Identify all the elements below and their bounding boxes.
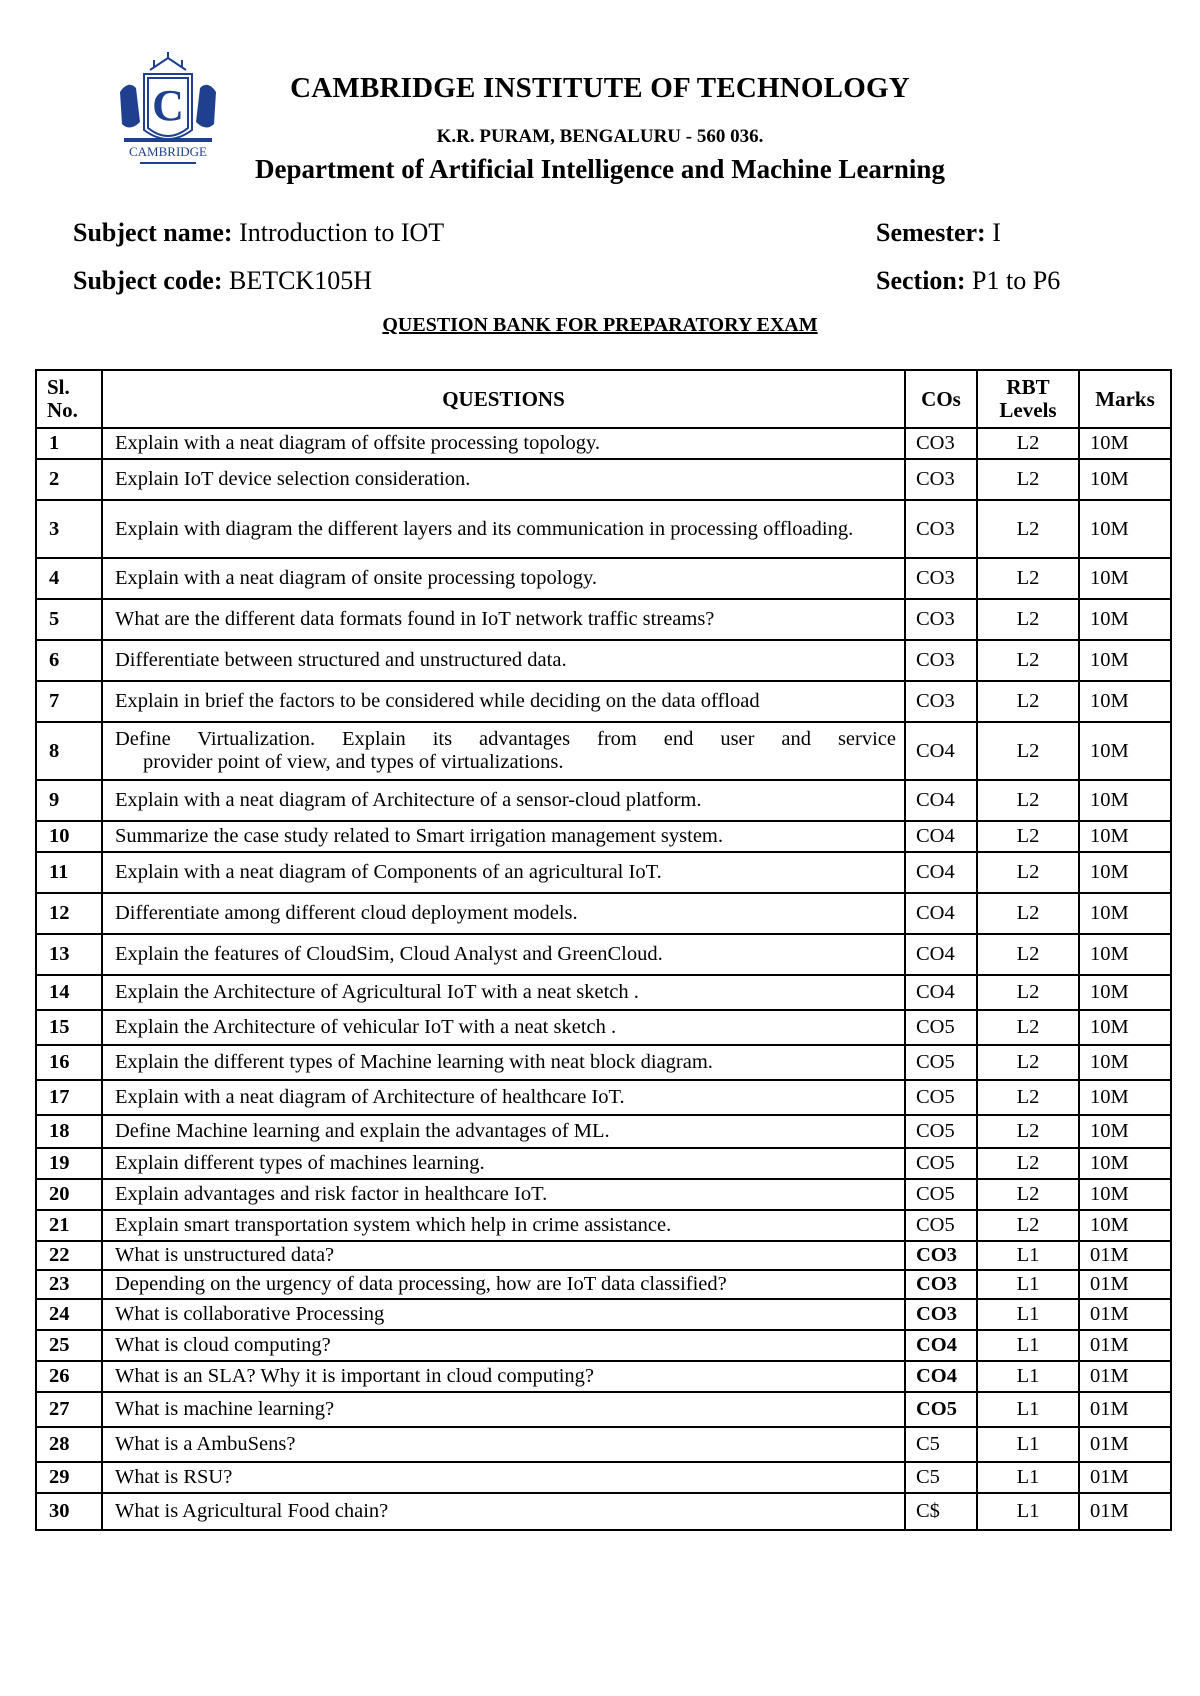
row-marks: 10M xyxy=(1079,1148,1171,1179)
row-question xyxy=(102,722,905,780)
row-sl-no: 10 xyxy=(36,821,102,852)
row-sl-no: 18 xyxy=(36,1115,102,1148)
subject-code-label: Subject code: xyxy=(73,266,223,295)
row-question-line-1: Define Virtualization. Explain its advantages from end user and service xyxy=(115,728,896,750)
row-marks: 10M xyxy=(1079,681,1171,722)
subject-name-value: Introduction to IOT xyxy=(239,218,445,247)
table-row xyxy=(36,934,1171,975)
table-body xyxy=(36,428,1171,1530)
table-row xyxy=(36,780,1171,821)
row-question: What is machine learning? xyxy=(102,1392,905,1427)
table-row xyxy=(36,852,1171,893)
row-marks: 10M xyxy=(1079,500,1171,558)
row-rbt-level: L2 xyxy=(977,459,1079,500)
row-rbt-level: L2 xyxy=(977,1115,1079,1148)
row-question: Explain with a neat diagram of Architecture of healthcare IoT. xyxy=(102,1080,905,1115)
row-sl-no: 30 xyxy=(36,1493,102,1530)
row-rbt-level: L2 xyxy=(977,934,1079,975)
row-sl-no: 25 xyxy=(36,1330,102,1361)
row-sl-no: 17 xyxy=(36,1080,102,1115)
institute-name: CAMBRIDGE INSTITUTE OF TECHNOLOGY xyxy=(290,72,910,104)
row-rbt-level: L1 xyxy=(977,1330,1079,1361)
section-label: Section: xyxy=(876,266,966,295)
row-sl-no: 14 xyxy=(36,975,102,1010)
row-marks: 10M xyxy=(1079,934,1171,975)
row-sl-no: 23 xyxy=(36,1270,102,1299)
table-row xyxy=(36,599,1171,640)
row-marks: 01M xyxy=(1079,1493,1171,1530)
row-question: Explain smart transportation system which help in crime assistance. xyxy=(102,1210,905,1241)
row-marks: 10M xyxy=(1079,852,1171,893)
row-rbt-level: L1 xyxy=(977,1462,1079,1493)
row-co: CO3 xyxy=(905,599,977,640)
row-rbt-level: L2 xyxy=(977,640,1079,681)
header-rbt: RBT Levels xyxy=(977,370,1079,428)
header-questions: QUESTIONS xyxy=(102,370,905,428)
table-row xyxy=(36,1210,1171,1241)
row-rbt-level: L1 xyxy=(977,1299,1079,1330)
row-sl-no: 28 xyxy=(36,1427,102,1462)
row-sl-no: 11 xyxy=(36,852,102,893)
row-question: Define Machine learning and explain the advantages of ML. xyxy=(102,1115,905,1148)
row-co: CO4 xyxy=(905,821,977,852)
table-row xyxy=(36,1361,1171,1392)
table-row xyxy=(36,1241,1171,1270)
table-row xyxy=(36,1392,1171,1427)
row-rbt-level: L2 xyxy=(977,1210,1079,1241)
row-co: CO3 xyxy=(905,1270,977,1299)
row-co: CO5 xyxy=(905,1392,977,1427)
row-co: CO4 xyxy=(905,1330,977,1361)
row-sl-no: 19 xyxy=(36,1148,102,1179)
row-question: Explain with a neat diagram of Architecture of a sensor-cloud platform. xyxy=(102,780,905,821)
row-rbt-level: L2 xyxy=(977,1080,1079,1115)
row-co: CO5 xyxy=(905,1045,977,1080)
row-rbt-level: L2 xyxy=(977,1045,1079,1080)
row-sl-no: 15 xyxy=(36,1010,102,1045)
row-sl-no: 6 xyxy=(36,640,102,681)
row-question: Differentiate among different cloud deployment models. xyxy=(102,893,905,934)
row-co: CO5 xyxy=(905,1115,977,1148)
row-co: CO3 xyxy=(905,1299,977,1330)
table-row xyxy=(36,1270,1171,1299)
row-rbt-level: L1 xyxy=(977,1392,1079,1427)
row-co: CO5 xyxy=(905,1010,977,1045)
row-marks: 10M xyxy=(1079,428,1171,459)
row-marks: 10M xyxy=(1079,640,1171,681)
table-row xyxy=(36,893,1171,934)
row-marks: 10M xyxy=(1079,1010,1171,1045)
row-question: What is Agricultural Food chain? xyxy=(102,1493,905,1530)
row-sl-no: 8 xyxy=(36,722,102,780)
row-co: CO3 xyxy=(905,1241,977,1270)
table-row xyxy=(36,1080,1171,1115)
header-marks: Marks xyxy=(1079,370,1171,428)
row-rbt-level: L2 xyxy=(977,821,1079,852)
row-rbt-level: L1 xyxy=(977,1493,1079,1530)
row-question: What is a AmbuSens? xyxy=(102,1427,905,1462)
table-row xyxy=(36,1179,1171,1210)
row-question: Depending on the urgency of data processing, how are IoT data classified? xyxy=(102,1270,905,1299)
table-header-row xyxy=(36,370,1171,428)
row-co: CO4 xyxy=(905,893,977,934)
row-marks: 10M xyxy=(1079,558,1171,599)
logo-wordmark: CAMBRIDGE xyxy=(128,144,208,159)
table-row xyxy=(36,428,1171,459)
semester-line xyxy=(876,218,1001,248)
institute-logo xyxy=(110,52,226,170)
row-question: Explain the Architecture of Agricultural IoT with a neat sketch . xyxy=(102,975,905,1010)
table-row xyxy=(36,459,1171,500)
row-question: Differentiate between structured and unstructured data. xyxy=(102,640,905,681)
row-marks: 01M xyxy=(1079,1299,1171,1330)
row-question: What is RSU? xyxy=(102,1462,905,1493)
row-marks: 10M xyxy=(1079,1080,1171,1115)
table-row xyxy=(36,500,1171,558)
row-question-line-2: provider point of view, and types of virtualizations. xyxy=(143,751,564,773)
row-rbt-level: L2 xyxy=(977,893,1079,934)
row-rbt-level: L2 xyxy=(977,428,1079,459)
row-rbt-level: L2 xyxy=(977,599,1079,640)
row-sl-no: 2 xyxy=(36,459,102,500)
table-row xyxy=(36,1330,1171,1361)
row-sl-no: 16 xyxy=(36,1045,102,1080)
row-sl-no: 4 xyxy=(36,558,102,599)
row-question: Explain advantages and risk factor in healthcare IoT. xyxy=(102,1179,905,1210)
table-row xyxy=(36,1462,1171,1493)
table-row xyxy=(36,722,1171,780)
institute-address: K.R. PURAM, BENGALURU - 560 036. xyxy=(436,126,764,147)
row-sl-no: 21 xyxy=(36,1210,102,1241)
row-rbt-level: L1 xyxy=(977,1270,1079,1299)
row-sl-no: 5 xyxy=(36,599,102,640)
row-rbt-level: L2 xyxy=(977,975,1079,1010)
row-marks: 01M xyxy=(1079,1427,1171,1462)
table-row xyxy=(36,1427,1171,1462)
row-marks: 10M xyxy=(1079,1179,1171,1210)
row-co: CO3 xyxy=(905,558,977,599)
row-rbt-level: L2 xyxy=(977,500,1079,558)
row-sl-no: 22 xyxy=(36,1241,102,1270)
row-marks: 01M xyxy=(1079,1270,1171,1299)
table-row xyxy=(36,975,1171,1010)
row-rbt-level: L2 xyxy=(977,1148,1079,1179)
row-question: What is cloud computing? xyxy=(102,1330,905,1361)
row-marks: 10M xyxy=(1079,722,1171,780)
table-row xyxy=(36,640,1171,681)
row-co: CO4 xyxy=(905,852,977,893)
row-co: CO4 xyxy=(905,780,977,821)
row-marks: 10M xyxy=(1079,1210,1171,1241)
row-question: Explain with a neat diagram of Components of an agricultural IoT. xyxy=(102,852,905,893)
semester-value: I xyxy=(992,218,1001,247)
row-marks: 01M xyxy=(1079,1392,1171,1427)
row-sl-no: 20 xyxy=(36,1179,102,1210)
subject-code-value: BETCK105H xyxy=(228,266,372,295)
row-question: Explain with a neat diagram of onsite processing topology. xyxy=(102,558,905,599)
row-co: C5 xyxy=(905,1462,977,1493)
row-question: What is collaborative Processing xyxy=(102,1299,905,1330)
row-sl-no: 1 xyxy=(36,428,102,459)
row-marks: 10M xyxy=(1079,459,1171,500)
row-question: What is unstructured data? xyxy=(102,1241,905,1270)
subject-name-label: Subject name: xyxy=(73,218,233,247)
row-marks: 01M xyxy=(1079,1330,1171,1361)
row-co: CO3 xyxy=(905,640,977,681)
question-table xyxy=(35,369,1172,1531)
table-row xyxy=(36,1010,1171,1045)
question-bank-title: QUESTION BANK FOR PREPARATORY EXAM xyxy=(382,314,818,336)
row-rbt-level: L2 xyxy=(977,780,1079,821)
row-co: CO5 xyxy=(905,1148,977,1179)
row-question: Explain with diagram the different layers and its communication in processing offloading. xyxy=(102,500,905,558)
table-row xyxy=(36,1299,1171,1330)
row-question: Summarize the case study related to Smart irrigation management system. xyxy=(102,821,905,852)
row-question: Explain the features of CloudSim, Cloud Analyst and GreenCloud. xyxy=(102,934,905,975)
row-co: CO4 xyxy=(905,722,977,780)
row-question: Explain the Architecture of vehicular IoT with a neat sketch . xyxy=(102,1010,905,1045)
table-row xyxy=(36,1045,1171,1080)
row-co: CO3 xyxy=(905,681,977,722)
row-co: C$ xyxy=(905,1493,977,1530)
row-marks: 10M xyxy=(1079,1045,1171,1080)
row-marks: 10M xyxy=(1079,821,1171,852)
row-co: CO4 xyxy=(905,975,977,1010)
header-cos: COs xyxy=(905,370,977,428)
row-sl-no: 26 xyxy=(36,1361,102,1392)
subject-name-line xyxy=(73,218,444,248)
row-marks: 01M xyxy=(1079,1241,1171,1270)
row-sl-no: 24 xyxy=(36,1299,102,1330)
row-co: CO3 xyxy=(905,459,977,500)
department-name: Department of Artificial Intelligence and Machine Learning xyxy=(255,154,945,184)
row-rbt-level: L1 xyxy=(977,1361,1079,1392)
row-co: CO3 xyxy=(905,500,977,558)
row-marks: 10M xyxy=(1079,1115,1171,1148)
row-co: CO5 xyxy=(905,1210,977,1241)
row-sl-no: 9 xyxy=(36,780,102,821)
row-sl-no: 3 xyxy=(36,500,102,558)
row-rbt-level: L2 xyxy=(977,681,1079,722)
row-co: CO3 xyxy=(905,428,977,459)
row-rbt-level: L2 xyxy=(977,1010,1079,1045)
table-row xyxy=(36,1115,1171,1148)
row-question: Explain the different types of Machine learning with neat block diagram. xyxy=(102,1045,905,1080)
row-marks: 01M xyxy=(1079,1361,1171,1392)
row-marks: 10M xyxy=(1079,893,1171,934)
row-sl-no: 29 xyxy=(36,1462,102,1493)
subject-code-line xyxy=(73,266,372,296)
row-question: Explain in brief the factors to be considered while deciding on the data offload xyxy=(102,681,905,722)
row-question: Explain different types of machines learning. xyxy=(102,1148,905,1179)
row-question: What are the different data formats found in IoT network traffic streams? xyxy=(102,599,905,640)
row-sl-no: 12 xyxy=(36,893,102,934)
row-sl-no: 7 xyxy=(36,681,102,722)
row-co: CO5 xyxy=(905,1179,977,1210)
row-co: CO4 xyxy=(905,1361,977,1392)
row-marks: 10M xyxy=(1079,780,1171,821)
row-rbt-level: L2 xyxy=(977,558,1079,599)
row-rbt-level: L1 xyxy=(977,1241,1079,1270)
row-rbt-level: L2 xyxy=(977,852,1079,893)
table-row xyxy=(36,1493,1171,1530)
table-row xyxy=(36,681,1171,722)
section-line xyxy=(876,266,1060,296)
row-sl-no: 13 xyxy=(36,934,102,975)
row-rbt-level: L2 xyxy=(977,1179,1079,1210)
row-co: CO5 xyxy=(905,1080,977,1115)
row-rbt-level: L1 xyxy=(977,1427,1079,1462)
section-value: P1 to P6 xyxy=(972,266,1061,295)
table-row xyxy=(36,821,1171,852)
row-co: CO4 xyxy=(905,934,977,975)
row-marks: 10M xyxy=(1079,599,1171,640)
row-question: Explain IoT device selection consideration. xyxy=(102,459,905,500)
row-marks: 01M xyxy=(1079,1462,1171,1493)
header-sl: Sl. No. xyxy=(36,370,102,428)
table-row xyxy=(36,1148,1171,1179)
semester-label: Semester: xyxy=(876,218,986,247)
table-row xyxy=(36,558,1171,599)
row-question: What is an SLA? Why it is important in cloud computing? xyxy=(102,1361,905,1392)
row-sl-no: 27 xyxy=(36,1392,102,1427)
row-marks: 10M xyxy=(1079,975,1171,1010)
row-rbt-level: L2 xyxy=(977,722,1079,780)
row-question: Explain with a neat diagram of offsite processing topology. xyxy=(102,428,905,459)
svg-text:C: C xyxy=(152,81,184,130)
row-co: C5 xyxy=(905,1427,977,1462)
